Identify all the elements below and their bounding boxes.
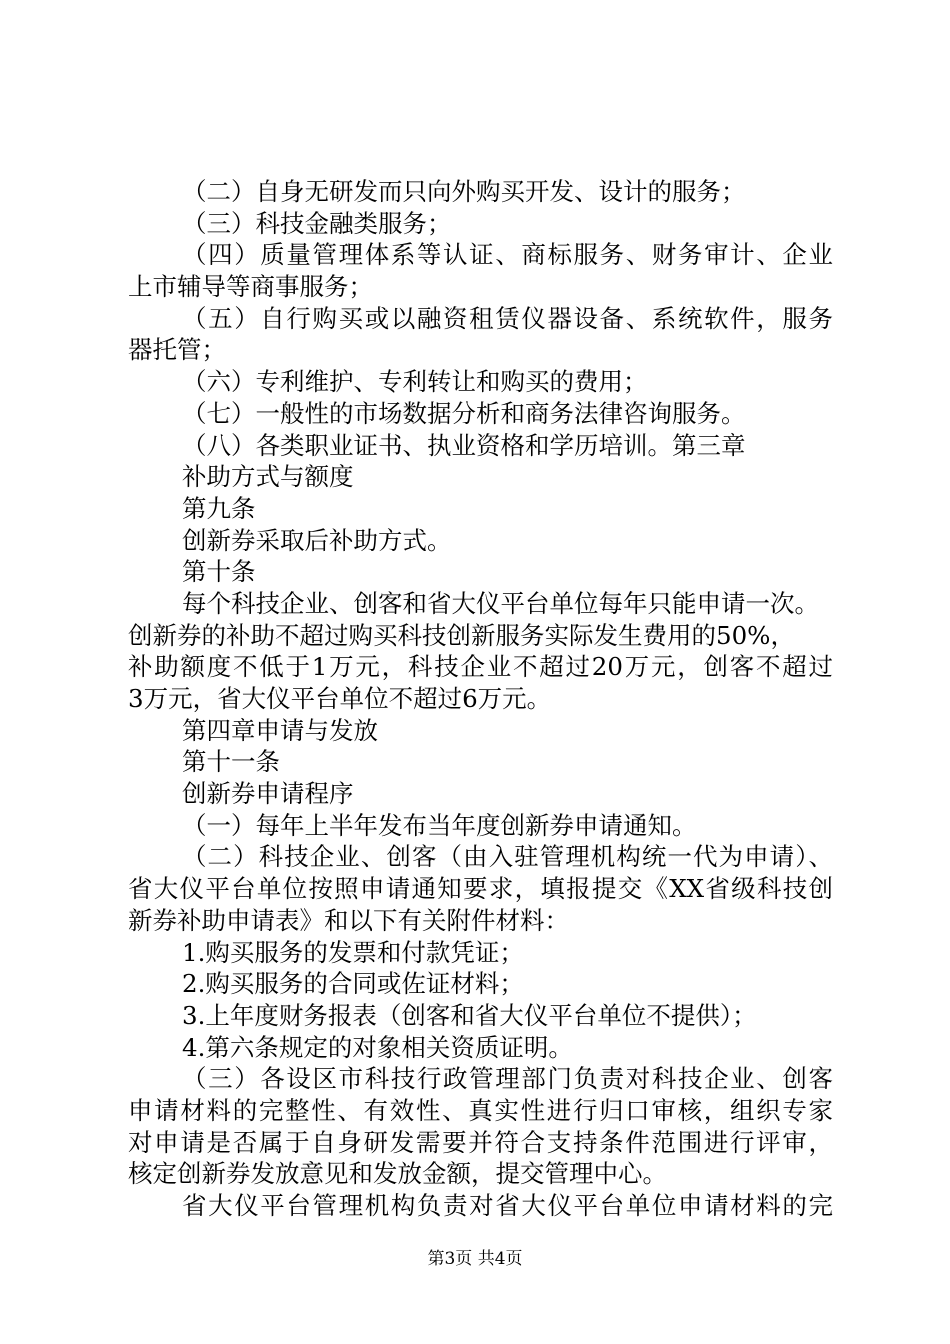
text-line: （六）专利维护、专利转让和购买的费用； [182, 367, 648, 397]
text-line: （二）科技企业、创客（由入驻管理机构统一代为申请）、 [182, 842, 833, 872]
text-line: （四）质量管理体系等认证、商标服务、财务审计、企业 [182, 240, 833, 270]
text-line: 器托管； [128, 335, 226, 365]
text-line: （三）各设区市科技行政管理部门负责对科技企业、创客 [182, 1064, 833, 1094]
text-line: 核定创新券发放意见和发放金额，提交管理中心。 [128, 1159, 667, 1189]
text-line: 第四章申请与发放 [182, 715, 378, 745]
text-line: 第十条 [182, 557, 256, 587]
text-line: 申请材料的完整性、有效性、真实性进行归口审核，组织专家 [128, 1095, 833, 1125]
text-line: 第十一条 [182, 747, 280, 777]
text-line: 3万元，省大仪平台单位不超过6万元。 [128, 684, 552, 713]
text-line: （七）一般性的市场数据分析和商务法律咨询服务。 [182, 398, 746, 428]
text-line: （八）各类职业证书、执业资格和学历培训。第三章 [182, 430, 746, 460]
text-line: （三）科技金融类服务； [182, 208, 452, 238]
text-line: 省大仪平台管理机构负责对省大仪平台单位申请材料的完 [182, 1191, 833, 1220]
text-line: 上市辅导等商事服务； [128, 272, 373, 302]
text-line: 新券补助申请表》和以下有关附件材料： [128, 905, 569, 935]
text-line: 创新券的补助不超过购买科技创新服务实际发生费用的50%， [128, 620, 795, 650]
page-footer: 第3页 共4页 [427, 1249, 523, 1269]
document-body [128, 176, 833, 1222]
text-line: 省大仪平台单位按照申请通知要求，填报提交《XX省级科技创 [128, 874, 833, 904]
text-line: 补助方式与额度 [182, 462, 354, 492]
text-line: 创新券采取后补助方式。 [182, 525, 452, 555]
text-line: （一）每年上半年发布当年度创新券申请通知。 [182, 810, 697, 840]
text-line: （五）自行购买或以融资租赁仪器设备、系统软件，服务 [182, 303, 833, 333]
text-line: 2.购买服务的合同或佐证材料； [182, 969, 524, 999]
text-line: 对申请是否属于自身研发需要并符合支持条件范围进行评审， [128, 1127, 833, 1157]
text-line: 4.第六条规定的对象相关资质证明。 [182, 1032, 573, 1062]
text-line: （二）自身无研发而只向外购买开发、设计的服务； [182, 177, 746, 206]
text-line: 创新券申请程序 [182, 779, 354, 809]
text-line: 第九条 [182, 493, 256, 523]
text-line: 1.购买服务的发票和付款凭证； [182, 937, 524, 967]
text-line: 每个科技企业、创客和省大仪平台单位每年只能申请一次。 [182, 588, 819, 618]
text-line: 补助额度不低于1万元，科技企业不超过20万元，创客不超过 [128, 652, 833, 682]
text-line: 3.上年度财务报表（创客和省大仪平台单位不提供）； [182, 1000, 757, 1030]
